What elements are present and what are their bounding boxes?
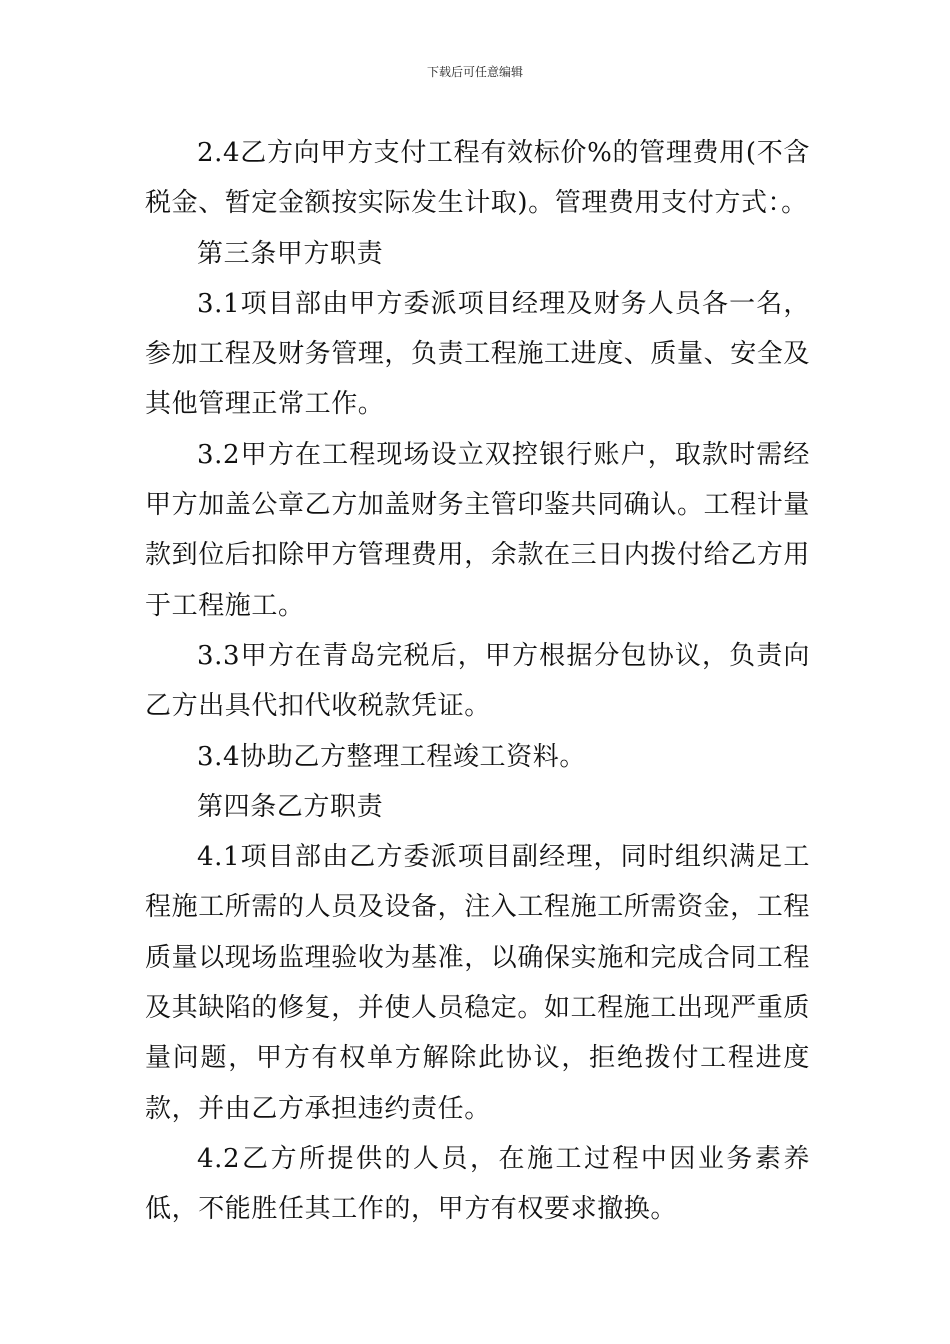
page-header: 下载后可任意编辑 [426, 65, 523, 79]
paragraph-4-2: 4.2乙方所提供的人员，在施工过程中因业务素养低，不能胜任其工作的，甲方有权要求撤换。 [145, 1143, 810, 1225]
paragraph-4-1: 4.1项目部由乙方委派项目副经理，同时组织满足工程施工所需的人员及设备，注入工程施工所需资金，工程质量以现场监理验收为基准，以确保实施和完成合同工程及其缺陷的修复，并使人员稳定。如工程施工出现严重质量问题，甲方有权单方解除此协议，拒绝拨付工程进度款，并由乙方承担违约责任。 [145, 842, 811, 1124]
paragraph-3-2: 3.2甲方在工程现场设立双控银行账户，取款时需经甲方加盖公章乙方加盖财务主管印鉴共同确认。工程计量款到位后扣除甲方管理费用，余款在三日内拨付给乙方用于工程施工。 [145, 439, 811, 621]
paragraph-3-4: 3.4协助乙方整理工程竣工资料。 [197, 741, 586, 772]
section-heading-article-3: 第三条甲方职责 [197, 238, 384, 269]
paragraph-2-4: 2.4乙方向甲方支付工程有效标价%的管理费用(不含税金、暂定金额按实际发生计取)。管理费用支付方式：。 [145, 138, 810, 219]
paragraph-3-3: 3.3甲方在青岛完税后，甲方根据分包协议，负责向乙方出具代扣代收税款凭证。 [145, 640, 810, 722]
document-body [145, 128, 810, 1235]
section-heading-article-4: 第四条乙方职责 [197, 791, 384, 822]
paragraph-3-1: 3.1项目部由甲方委派项目经理及财务人员各一名，参加工程及财务管理，负责工程施工进度、质量、安全及其他管理正常工作。 [145, 288, 811, 420]
